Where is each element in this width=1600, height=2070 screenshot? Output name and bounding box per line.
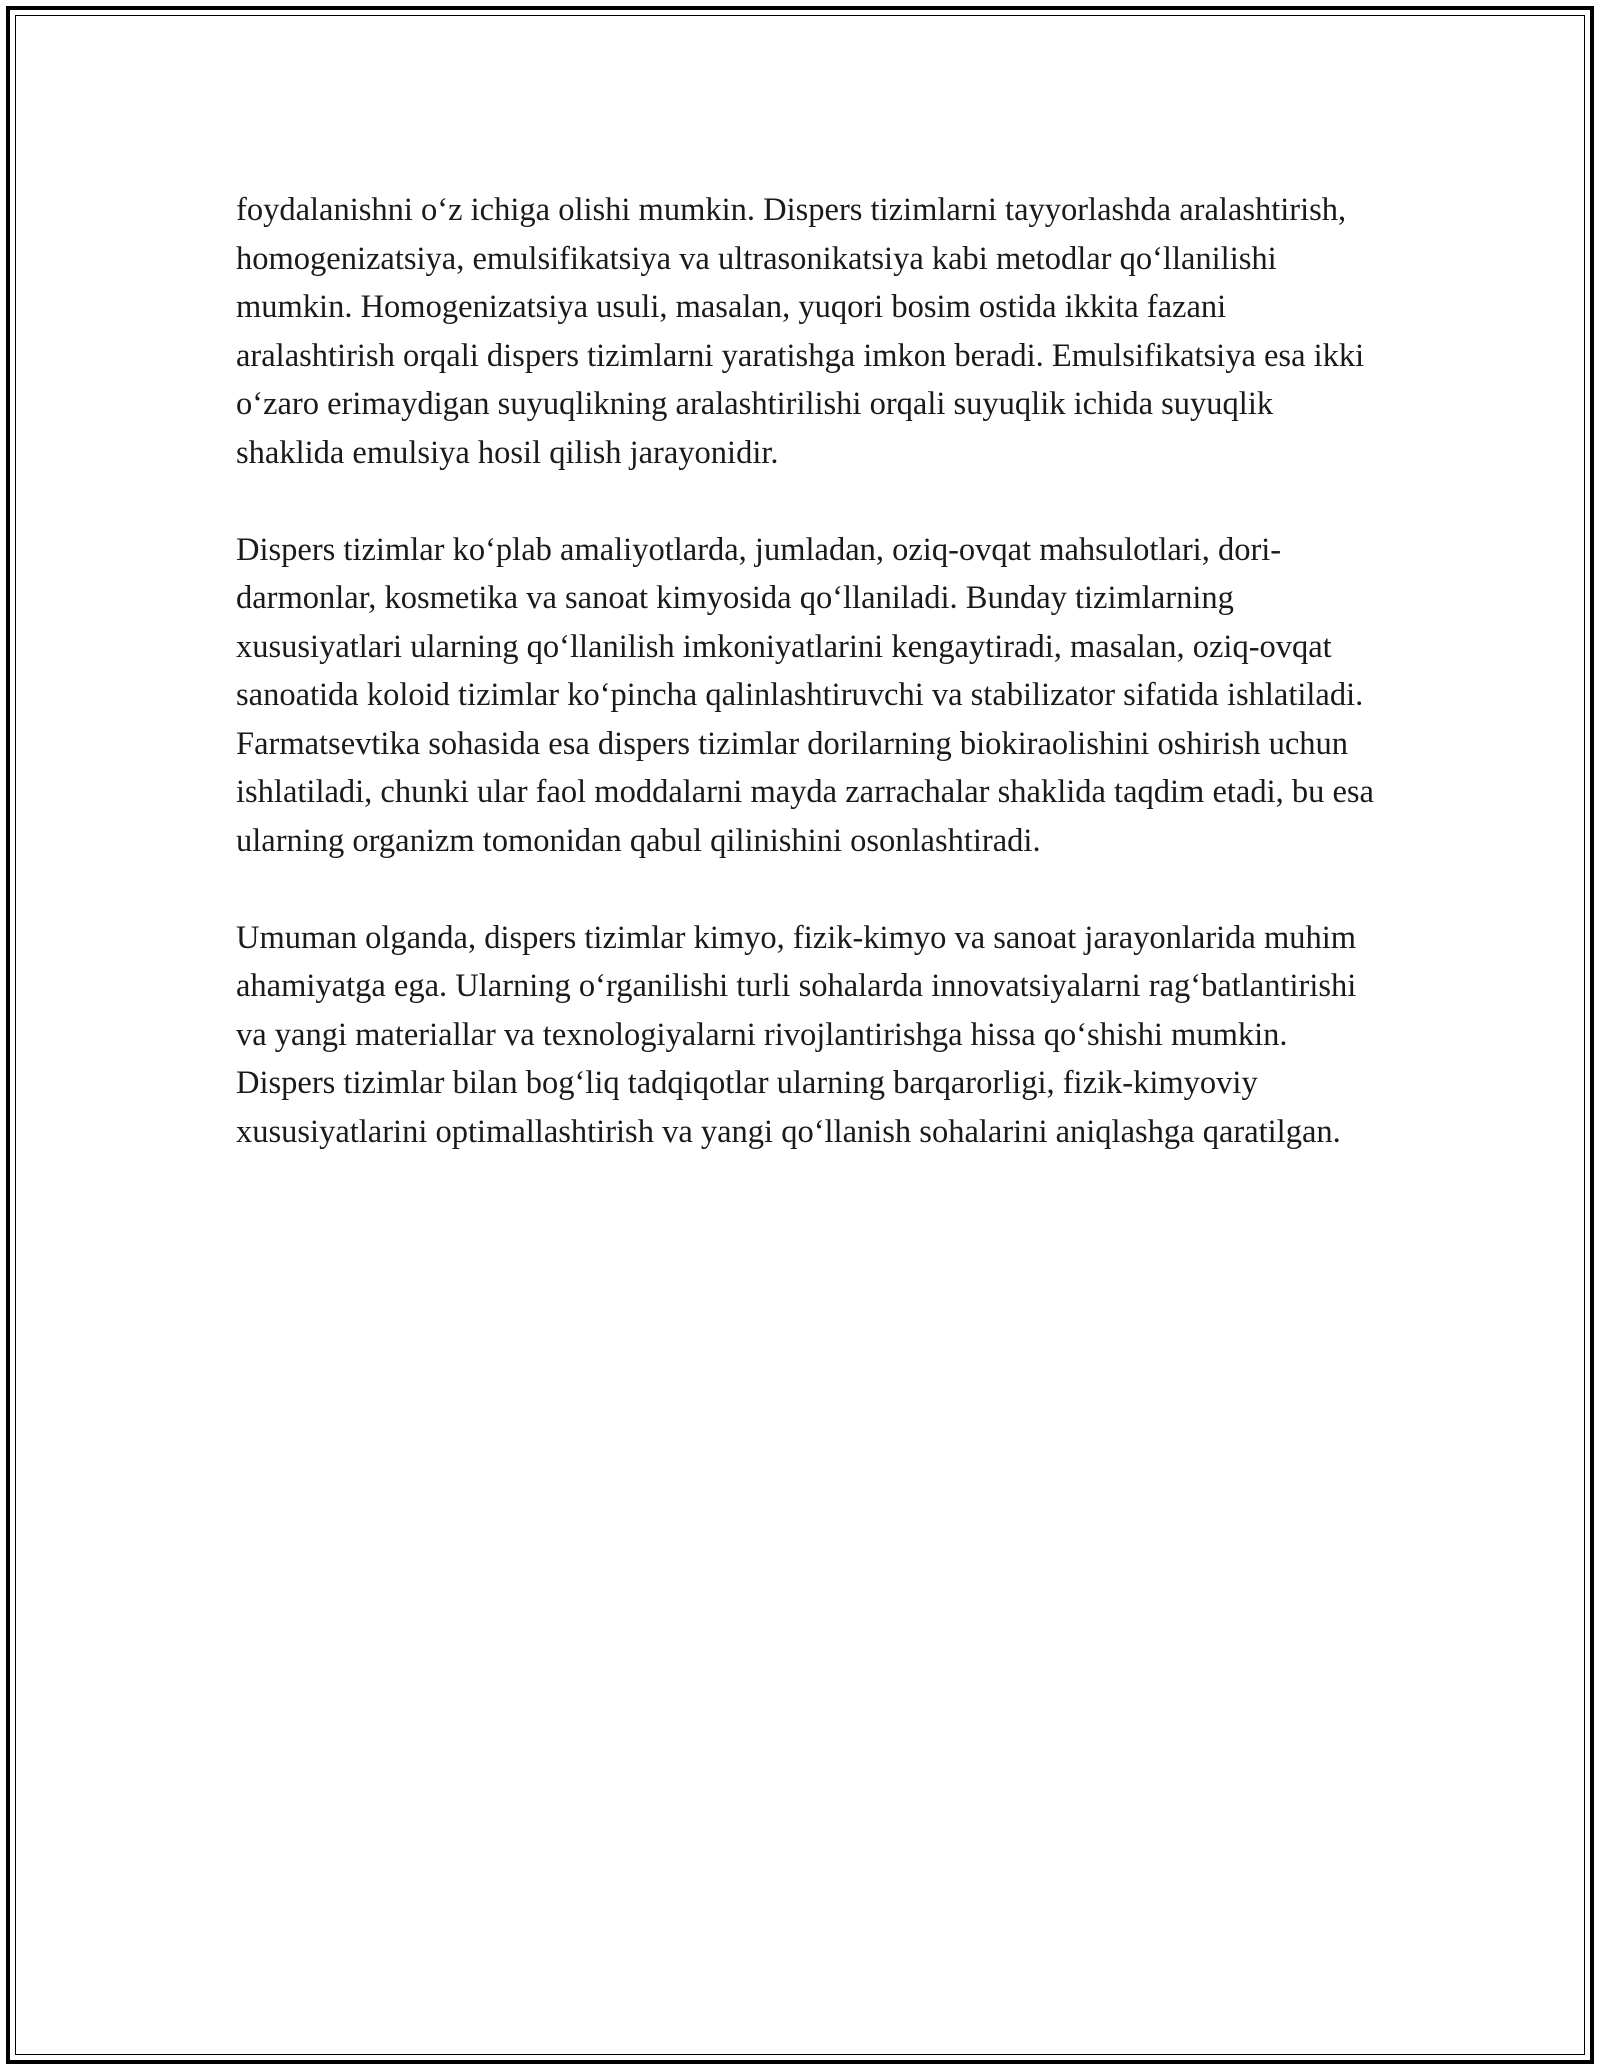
document-body [236,186,1376,1156]
paragraph-3: Umuman olganda, dispers tizimlar kimyo, fizik-kimyo va sanoat jarayonlarida muhim ahamiyatga ega. Ularning o‘rganilishi turli sohalarda innovatsiyalarni rag‘batlantirishi va yangi materiallar va texnologiyalarni rivojlantirishga hissa qo‘shishi mumkin. Dispers tizimlar bilan bog‘liq tadqiqotlar ularning barqarorligi, fizik-kimyoviy xususiyatlarini optimallashtirish va yangi qo‘llanish sohalarini aniqlashga qaratilgan. [236,919,1357,1150]
paragraph-1: foydalanishni o‘z ichiga olishi mumkin. Dispers tizimlarni tayyorlashda aralashtirish, homogenizatsiya, emulsifikatsiya va ultrasonikatsiya kabi metodlar qo‘llanilishi mumkin. Homogenizatsiya usuli, masalan, yuqori bosim ostida ikkita fazani aralashtirish orqali dispers tizimlarni yaratishga imkon beradi. Emulsifikatsiya esa ikki o‘zaro erimaydigan suyuqlikning aralashtirilishi orqali suyuqlik ichida suyuqlik shaklida emulsiya hosil qilish jarayonidir. [236,192,1365,471]
paragraph-2: Dispers tizimlar ko‘plab amaliyotlarda, jumladan, oziq-ovqat mahsulotlari, dori-darmonlar, kosmetika va sanoat kimyosida qo‘llaniladi. Bunday tizimlarning xususiyatlari ularning qo‘llanilish imkoniyatlarini kengaytiradi, masalan, oziq-ovqat sanoatida koloid tizimlar ko‘pincha qalinlashtiruvchi va stabilizator sifatida ishlatiladi. Farmatsevtika sohasida esa dispers tizimlar dorilarning biokiraolishini oshirish uchun ishlatiladi, chunki ular faol moddalarni mayda zarrachalar shaklida taqdim etadi, bu esa ularning organizm tomonidan qabul qilinishini osonlashtiradi. [236,531,1374,859]
